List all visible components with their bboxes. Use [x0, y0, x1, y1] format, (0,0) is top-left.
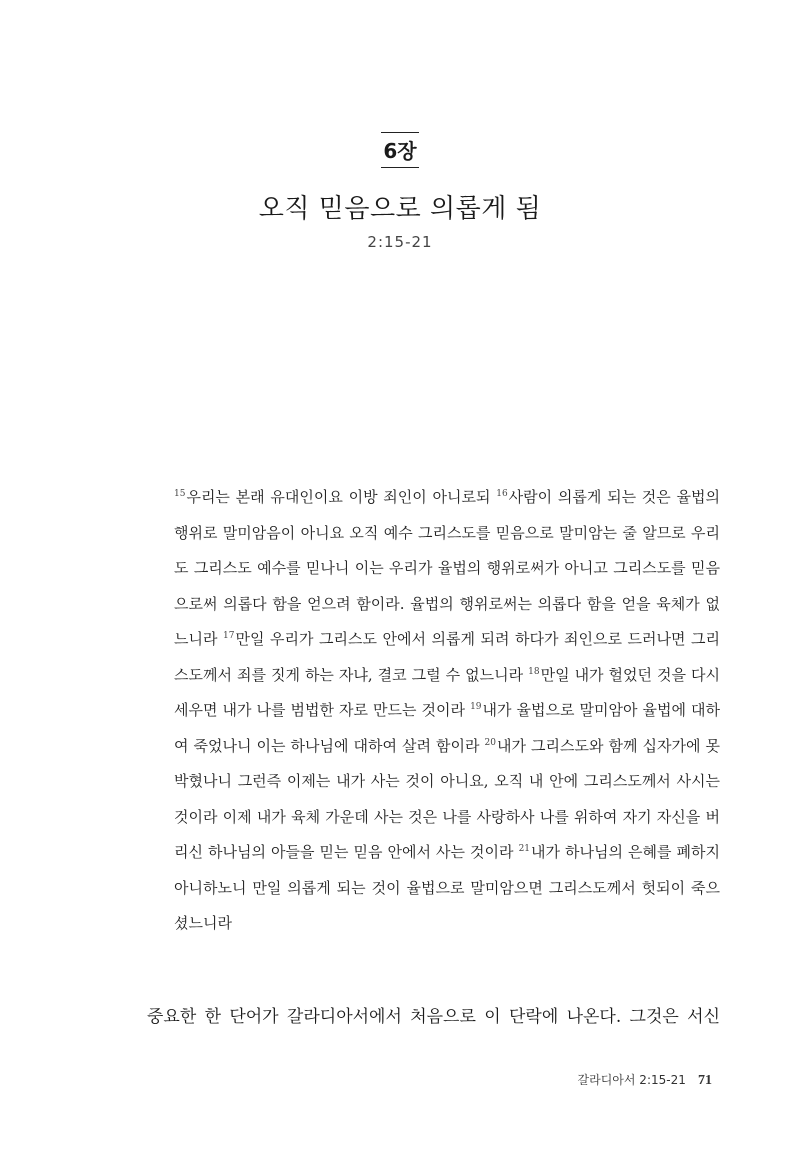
chapter-reference: 2:15-21 [367, 233, 433, 251]
verse-text: 사람이 의롭게 되는 것은 율법의 행위로 말미암음이 아니요 오직 예수 그리스도를 믿음으로 말미암는 줄 알므로 우리도 그리스도 예수를 믿나니 이는 우리가 율법의 행위로써가 아니고 그리스도를 믿음으로써 의롭다 함을 얻으려 함이라. 율법의 행위로써는 의롭다 함을 얻을 육체가 없느니라 [174, 488, 721, 648]
verse-text: 내가 하나님의 은혜를 폐하지 아니하노니 만일 의롭게 되는 것이 율법으로 말미암으면 그리스도께서 헛되이 죽으셨느니라 [174, 843, 720, 932]
verse-number: 19 [470, 702, 482, 712]
verse-number: 15 [174, 489, 186, 499]
chapter-heading [0, 132, 800, 168]
page-footer [578, 1071, 712, 1090]
verse-text: 내가 율법으로 말미암아 율법에 대하여 죽었나니 이는 하나님에 대하여 살려 함이라 [174, 701, 720, 755]
scripture-passage [174, 480, 720, 942]
verse-text: 만일 내가 헐었던 것을 다시 세우면 내가 나를 범법한 자로 만드는 것이라 [174, 665, 720, 719]
verse-text: 내가 그리스도와 함께 십자가에 못 박혔나니 그런즉 이제는 내가 사는 것이 아니요, 오직 내 안에 그리스도께서 사시는 것이라 이제 내가 육체 가운데 사는 것은 나를 사랑하사 나를 위하여 자기 자신을 버리신 하나님의 아들을 믿는 믿음 안에서 사는 것이라 [174, 736, 720, 861]
verse-number: 16 [496, 489, 508, 499]
running-head: 갈라디아서 2:15-21 [577, 1073, 686, 1087]
verse-text: 만일 우리가 그리스도 안에서 의롭게 되려 하다가 죄인으로 드러나면 그리스도께서 죄를 짓게 하는 자냐, 결코 그럴 수 없느니라 [174, 630, 720, 684]
verse-number: 20 [484, 737, 496, 748]
chapter-title: 오직 믿음으로 의롭게 됨 [258, 194, 542, 224]
chapter-label: 6장 [383, 139, 417, 163]
page-number: 71 [698, 1073, 712, 1088]
verse-number: 17 [223, 631, 235, 641]
verse-number: 18 [528, 666, 540, 677]
verse-number: 21 [518, 844, 531, 854]
body-paragraph: 중요한 한 단어가 갈라디아서에서 처음으로 이 단락에 나온다. 그것은 서신 [147, 1007, 720, 1027]
chapter-label-box [381, 132, 419, 168]
verse-text: 우리는 본래 유대인이요 이방 죄인이 아니로되 [186, 488, 497, 506]
